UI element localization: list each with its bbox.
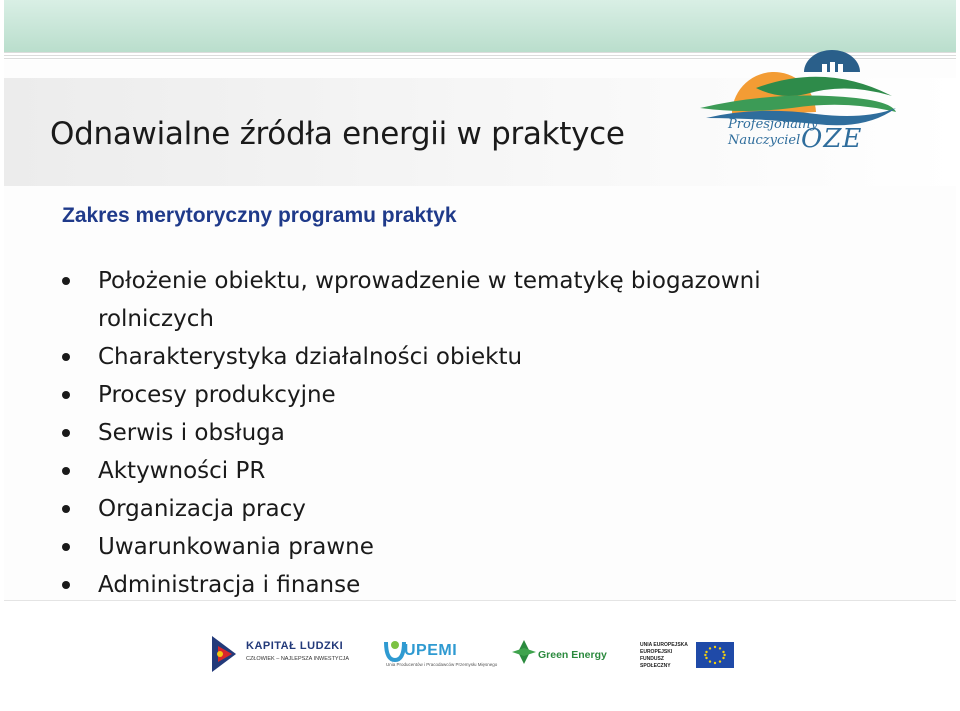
upemi-subtitle: Unia Producentów i Pracodawców Przemysłu Mięsnego bbox=[386, 662, 498, 667]
list-item bbox=[62, 452, 882, 490]
eu-flag-icon bbox=[696, 642, 734, 668]
list-item bbox=[62, 490, 882, 528]
upemi-title: UPEMI bbox=[404, 642, 458, 659]
bullet-text: Procesy produkcyjne bbox=[98, 382, 336, 408]
bullet-icon bbox=[62, 581, 70, 589]
list-item bbox=[62, 414, 882, 452]
green-energy-title: Green Energy bbox=[538, 649, 607, 661]
green-energy-leaf-icon bbox=[510, 638, 538, 666]
bullet-icon bbox=[62, 391, 70, 399]
unia-europejska-logo bbox=[640, 620, 740, 680]
unia-europejska-text: UNIA EUROPEJSKA EUROPEJSKI FUNDUSZ SPOŁECZNY bbox=[640, 642, 688, 669]
bullet-icon bbox=[62, 429, 70, 437]
footer-logos bbox=[0, 620, 960, 690]
bullet-text: Uwarunkowania prawne bbox=[98, 534, 374, 560]
kapital-ludzki-subtitle: CZŁOWIEK – NAJLEPSZA INWESTYCJA bbox=[246, 656, 349, 662]
list-item bbox=[62, 566, 882, 604]
slide-title: Odnawialne źródła energii w praktyce bbox=[50, 116, 625, 152]
bullet-text: Organizacja pracy bbox=[98, 496, 306, 522]
upemi-logo bbox=[384, 620, 498, 680]
list-item bbox=[62, 262, 882, 338]
bullet-text: Charakterystyka działalności obiektu bbox=[98, 344, 523, 370]
bullet-icon bbox=[62, 543, 70, 551]
kapital-ludzki-mark-icon bbox=[210, 632, 240, 676]
bullet-text: Serwis i obsługa bbox=[98, 420, 285, 446]
logo-line-profesjonalny: Profesjonalny bbox=[728, 117, 818, 132]
logo-line-nauczyciel: Nauczyciel bbox=[728, 133, 801, 148]
green-energy-logo bbox=[510, 620, 610, 680]
bullet-list bbox=[62, 262, 882, 604]
kapital-ludzki-title: KAPITAŁ LUDZKI bbox=[246, 640, 344, 652]
bullet-icon bbox=[62, 505, 70, 513]
logo-brand-oze: OZE bbox=[801, 124, 863, 154]
list-item bbox=[62, 376, 882, 414]
bullet-icon bbox=[62, 353, 70, 361]
bullet-icon bbox=[62, 467, 70, 475]
bullet-icon bbox=[62, 277, 70, 285]
bullet-text: Aktywności PR bbox=[98, 458, 266, 484]
logo-caption bbox=[728, 117, 878, 154]
kapital-ludzki-logo bbox=[210, 620, 349, 680]
list-item bbox=[62, 528, 882, 566]
bullet-text: Administracja i finanse bbox=[98, 572, 361, 598]
list-item bbox=[62, 338, 882, 376]
slide-subtitle: Zakres merytoryczny programu praktyk bbox=[62, 204, 457, 227]
upemi-mark-icon bbox=[384, 638, 406, 664]
bullet-text: Położenie obiektu, wprowadzenie w tematykę biogazowni rolniczych bbox=[98, 268, 761, 332]
